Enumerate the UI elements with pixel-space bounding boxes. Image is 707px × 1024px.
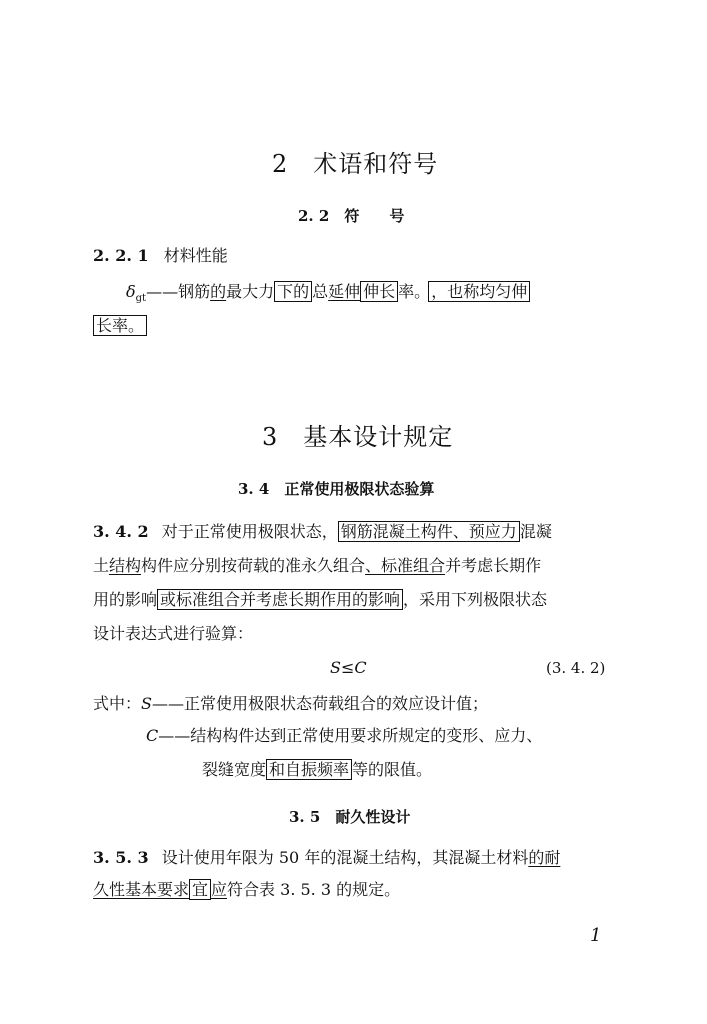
clause-3-4-2-line1 — [93, 516, 552, 548]
underlined-text: 久性基本要求 — [93, 880, 190, 899]
underlined-text: 的 — [210, 282, 227, 301]
clause-3-4-2-line2 — [93, 550, 541, 582]
boxed-text: 长率。 — [93, 315, 147, 336]
clause-2-2-1 — [93, 240, 228, 272]
clause-number: 3. 4. 2 — [93, 522, 149, 541]
boxed-text: 宜 — [189, 879, 211, 900]
text-segment: 并考虑长期作 — [445, 556, 542, 575]
clause-3-5-3-line1 — [93, 842, 560, 874]
s-description: ——正常使用极限状态荷载组合的效应设计值； — [151, 694, 488, 713]
underlined-text: 结构 — [109, 556, 142, 575]
symbol-delta: δ — [126, 282, 136, 301]
text-segment: 率。 — [398, 282, 423, 301]
where-s — [93, 688, 488, 720]
section-3-5-heading: 3. 5 耐久性设计 — [289, 808, 411, 826]
clause-3-4-2-line3 — [93, 584, 547, 616]
where-label: 式中： — [93, 694, 142, 713]
symbol-s: S — [141, 694, 152, 713]
symbol-c: C — [146, 726, 159, 745]
text-segment: 裂缝宽度 — [202, 760, 267, 779]
dash: —— — [146, 282, 179, 301]
c-description: ——结构构件达到正常使用要求所规定的变形、应力、 — [158, 726, 543, 745]
text-segment: 用的影响 — [93, 590, 158, 609]
text-segment: 对于正常使用极限状态， — [161, 522, 338, 541]
boxed-text: 和自振频率 — [266, 759, 352, 780]
underlined-text: 的耐 — [528, 848, 561, 867]
clause-3-4-2-line4: 设计表达式进行验算： — [93, 624, 254, 643]
clause-number: 2. 2. 1 — [93, 246, 149, 265]
section-3-4-heading: 3. 4 正常使用极限状态验算 — [238, 480, 435, 498]
chapter-2-title: 2 术语和符号 — [272, 150, 439, 178]
formula-number: (3. 4. 2) — [546, 659, 606, 677]
boxed-text: ，也称均匀伸 — [428, 281, 530, 302]
definition-continuation — [93, 310, 147, 342]
text-segment: 混凝 — [519, 522, 552, 541]
text-segment: 构件应分别按荷载的准永久组合 — [141, 556, 366, 575]
chapter-3-title: 3 基本设计规定 — [262, 423, 454, 451]
text-segment: 设计使用年限为 50 年的混凝土结构，其混凝土材料 — [161, 848, 529, 867]
text-segment: 最大力 — [226, 282, 275, 301]
text-segment: 等的限值。 — [352, 760, 433, 779]
definition-delta-gt — [126, 276, 530, 315]
symbol-subscript: gt — [135, 293, 147, 305]
boxed-text: 伸长 — [360, 281, 398, 302]
text-segment: 符合表 3. 5. 3 的规定。 — [227, 880, 401, 899]
clause-title: 材料性能 — [163, 246, 228, 265]
text-segment: 钢筋 — [178, 282, 211, 301]
boxed-text: 下的 — [274, 281, 312, 302]
underlined-text: 、标准组合 — [365, 556, 446, 575]
where-c — [146, 720, 542, 752]
underlined-text: 应 — [211, 880, 228, 899]
where-c-continuation — [202, 754, 432, 786]
text-segment: 土 — [93, 556, 110, 575]
page-number: 1 — [590, 925, 602, 946]
formula: S≤C — [330, 658, 367, 677]
text-segment: ，采用下列极限状态 — [403, 590, 548, 609]
text-segment: 总 — [312, 282, 329, 301]
section-2-2-heading: 2. 2 符 号 — [298, 207, 405, 225]
clause-3-5-3-line2 — [93, 874, 400, 906]
clause-number: 3. 5. 3 — [93, 848, 149, 867]
boxed-text: 钢筋混凝土构件、预应力 — [338, 521, 520, 542]
underlined-text: 延伸 — [328, 282, 361, 301]
boxed-text: 或标准组合并考虑长期作用的影响 — [157, 589, 403, 610]
